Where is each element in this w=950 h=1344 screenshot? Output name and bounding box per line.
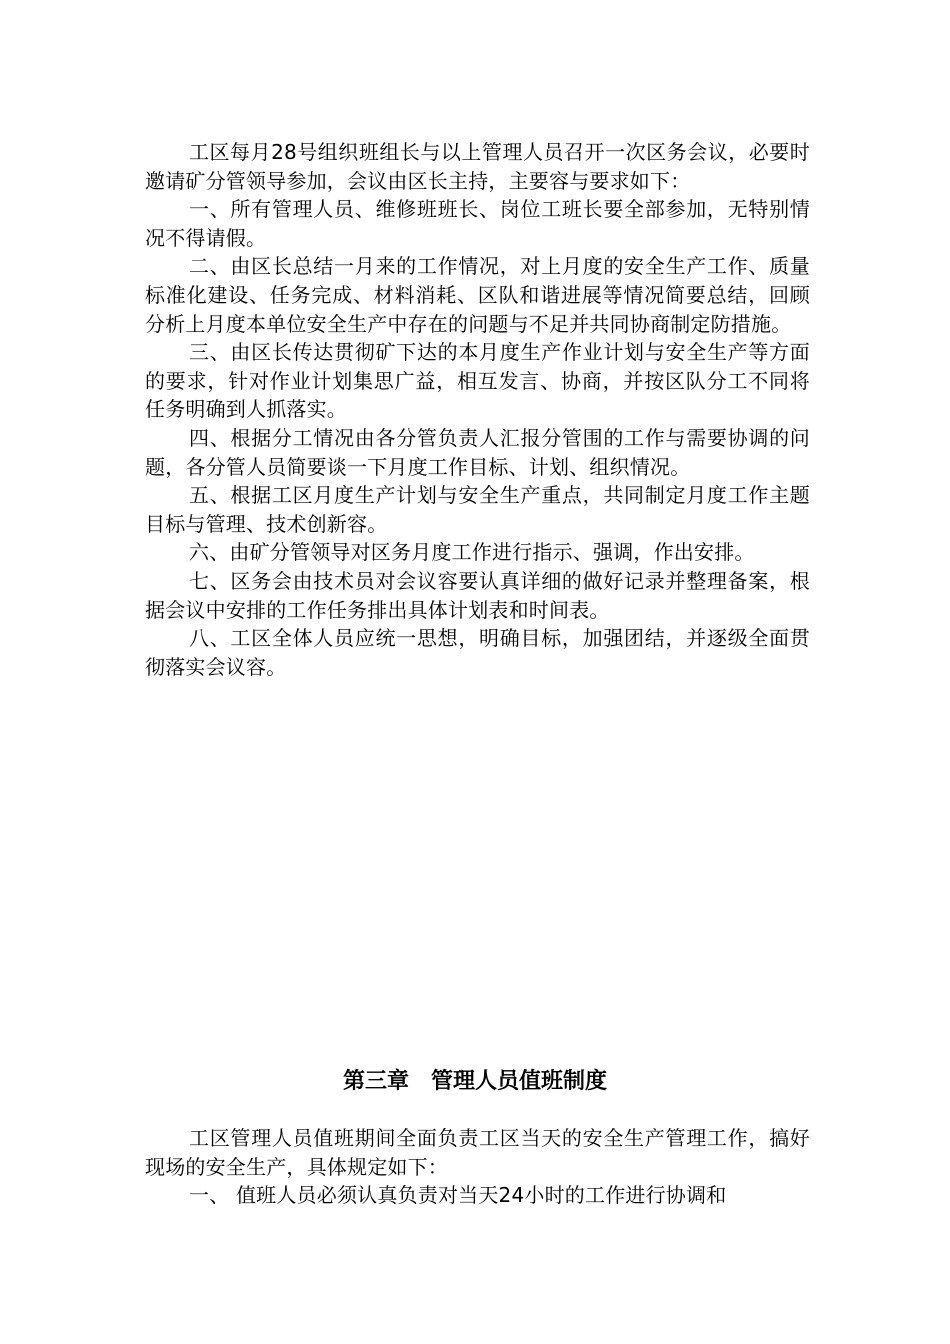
intro-paragraph: 工区每月28号组织班组长与以上管理人员召开一次区务会议，必要时邀请矿分管领导参加，会议由区长主持，主要容与要求如下： [145, 140, 810, 193]
rule-item-8: 八、工区全体人员应统一思想，明确目标，加强团结，并逐级全面贯彻落实会议容。 [145, 626, 810, 679]
duty-item-1: 一、 值班人员必须认真负责对当天24小时的工作进行协调和 [189, 1183, 727, 1208]
rule-item-1: 一、所有管理人员、维修班班长、岗位工班长要全部参加，无特别情况不得请假。 [145, 197, 810, 250]
rule-item-3: 三、由区长传达贯彻矿下达的本月度生产作业计划与安全生产等方面的要求，针对作业计划集思广益，相互发言、协商，并按区队分工不同将任务明确到人抓落实。 [145, 340, 810, 422]
duty-rules-section [145, 1124, 810, 1210]
meeting-rules-section [145, 138, 810, 681]
chapter-title: 第三章 管理人员值班制度 [342, 1069, 607, 1094]
rule-item-4: 四、根据分工情况由各分管负责人汇报分管围的工作与需要协调的问题，各分管人员简要谈一下月度工作目标、计划、组织情况。 [145, 425, 810, 479]
rule-item-5: 五、根据工区月度生产计划与安全生产重点，共同制定月度工作主题目标与管理、技术创新容。 [145, 483, 810, 536]
rule-item-2: 二、由区长总结一月来的工作情况，对上月度的安全生产工作、质量标准化建设、任务完成、材料消耗、区队和谐进展等情况简要总结，回顾分析上月度本单位安全生产中存在的问题与不足并共同协商制定防措施。 [145, 254, 810, 336]
rule-item-7: 七、区务会由技术员对会议容要认真详细的做好记录并整理备案，根据会议中安排的工作任务排出具体计划表和时间表。 [145, 568, 810, 622]
rule-item-6: 六、由矿分管领导对区务月度工作进行指示、强调，作出安排。 [189, 540, 755, 565]
duty-intro-paragraph: 工区管理人员值班期间全面负责工区当天的安全生产管理工作，搞好现场的安全生产，具体规定如下： [145, 1126, 810, 1179]
